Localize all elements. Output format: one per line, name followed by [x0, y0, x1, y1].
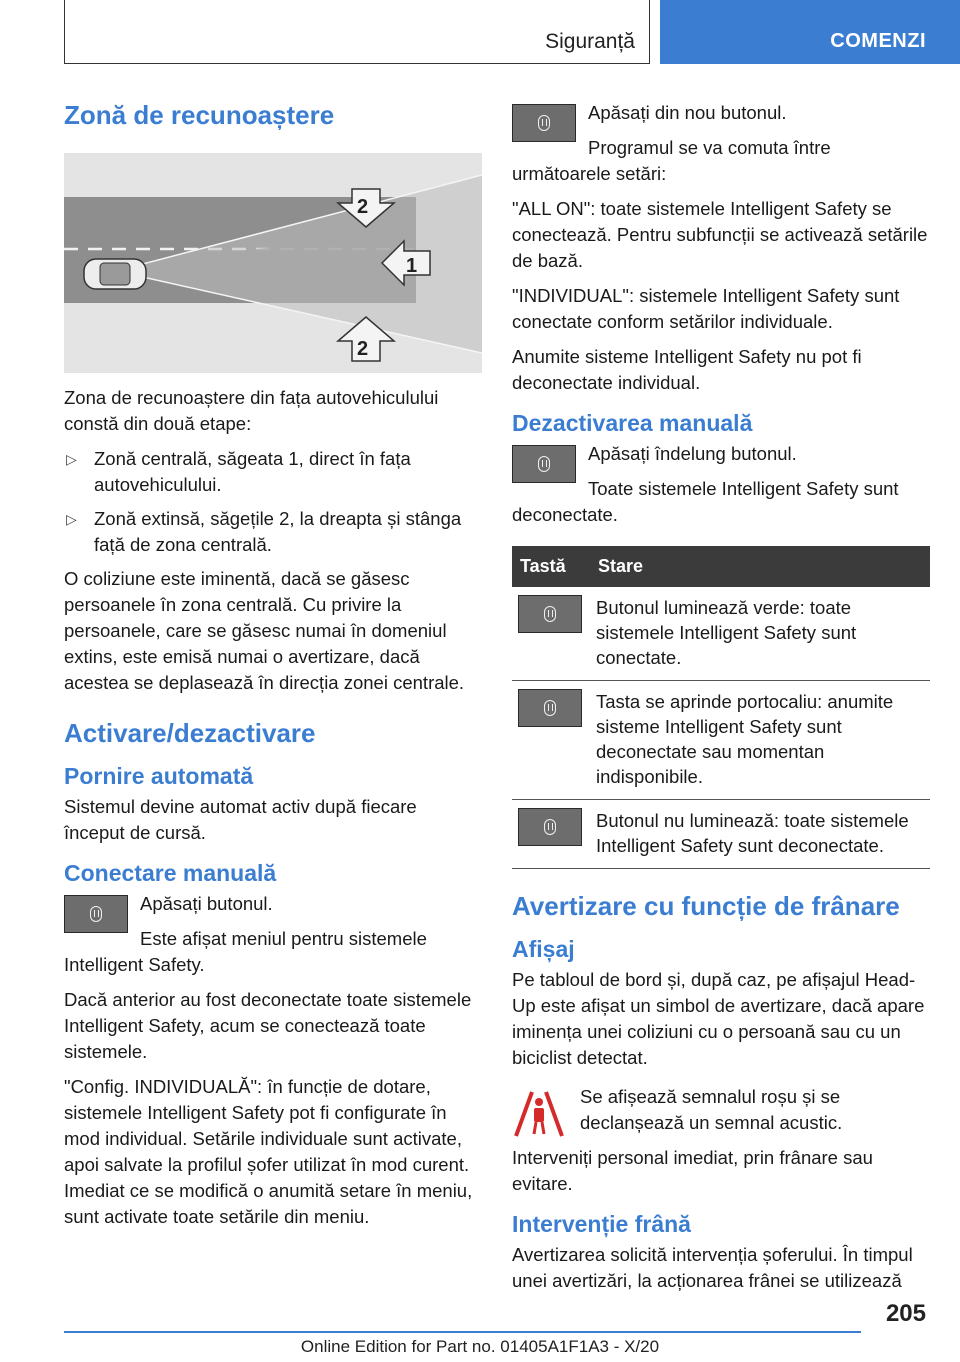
table-row — [512, 800, 930, 869]
state-orange-text: Tasta se aprinde portocaliu: anumite sisteme Intelligent Safety sunt deconectate sau momentan indisponibile. — [590, 681, 930, 800]
button-green-icon — [518, 595, 582, 633]
page-number: 205 — [885, 1300, 926, 1327]
heading-activation: Activare/dezactivare — [64, 718, 316, 748]
zone-bullet-list — [64, 446, 482, 558]
state-off-text: Butonul nu luminează: toate sistemele Intelligent Safety sunt deconectate. — [590, 800, 930, 869]
header-chapter-tab[interactable] — [660, 0, 960, 64]
heading-brake-intervention: Intervenție frână — [512, 1211, 691, 1237]
manual-connect-row — [64, 891, 482, 978]
button-off-icon — [518, 808, 582, 846]
zone-intro-text: Zona de recunoaștere din fața autovehiculului constă din două etape: — [64, 387, 439, 434]
auto-start-text: Sistemul devine automat activ după fiecare început de cursă. — [64, 796, 417, 843]
intelligent-safety-button-icon — [512, 104, 576, 142]
heading-manual-deactivation: Dezactivarea manuală — [512, 410, 753, 436]
all-on-text: "ALL ON": toate sistemele Intelligent Safety se conectează. Pentru subfuncții se activează setările de bază. — [512, 198, 928, 271]
intelligent-safety-button-icon — [512, 445, 576, 483]
display-text: Pe tabloul de bord și, după caz, pe afișajul Head-Up este afișat un simbol de avertizare, dacă apare iminența unei coliziuni cu o persoană sau cu un biciclist detectat. — [512, 969, 925, 1068]
footer-divider — [64, 1331, 861, 1333]
heading-brake-warning: Avertizare cu funcție de frânare — [512, 891, 900, 921]
long-press-text: Apăsați îndelung butonul. — [588, 443, 797, 464]
recognition-zone-diagram — [64, 153, 482, 373]
header-section-title: Siguranță — [545, 30, 635, 53]
table-header-state: Stare — [590, 546, 930, 587]
brake-intervention-text: Avertizarea solicită intervenția șoferului. În timpul unei avertizări, la acționarea frânei se utilizează — [512, 1244, 913, 1291]
triangle-bullet-icon: ▷ — [66, 451, 77, 467]
red-signal-text: Se afișează semnalul roșu și se declanșează un semnal acustic. — [580, 1086, 843, 1133]
heading-manual-connect: Conectare manuală — [64, 860, 277, 886]
right-column — [512, 100, 930, 1303]
collision-text: O coliziune este iminentă, dacă se găsesc persoanele în zona centrală. Cu privire la persoanele, care se găsesc numai în domeniul extins, este emisă numai o avertizare, dacă acestea se deplasează în direcția zonei centrale. — [64, 568, 465, 693]
heading-recognition-zone: Zonă de recunoaștere — [64, 100, 335, 130]
button-orange-icon — [518, 689, 582, 727]
left-column — [64, 100, 482, 1239]
intelligent-safety-button-icon — [64, 895, 128, 933]
button-state-table — [512, 546, 930, 869]
individual-text: "INDIVIDUAL": sistemele Intelligent Safety sunt conectate conform setărilor individuale. — [512, 285, 900, 332]
list-item: ▷ Zonă centrală, săgeata 1, direct în fața autovehiculului. — [66, 448, 411, 495]
svg-text:1: 1 — [406, 255, 418, 277]
red-signal-row — [512, 1080, 930, 1145]
footer-edition: Online Edition for Part no. 01405A1F1A3 - X/20 — [300, 1337, 660, 1356]
list-item: ▷ Zonă extinsă, săgețile 2, la dreapta și stânga față de zona centrală. — [66, 508, 462, 555]
heading-auto-start: Pornire automată — [64, 763, 254, 789]
config-individual-text: "Config. INDIVIDUALĂ": în funcție de dotare, sistemele Intelligent Safety pot fi configurate în mod individual. Setările individuale sunt activate, apoi salvate la profilul șofer utilizat în mod curent. Imediat ce se modifică o anumită setare în meniu, sunt activate toate setările din meniu. — [64, 1076, 473, 1227]
press-again-text: Apăsați din nou butonul. — [588, 102, 787, 123]
menu-shown-text: Este afișat meniul pentru sistemele Intelligent Safety. — [64, 928, 427, 975]
press-again-row — [512, 100, 930, 187]
program-switch-text: Programul se va comuta între următoarele setări: — [512, 137, 831, 184]
intervene-text: Interveniți personal imediat, prin frânare sau evitare. — [512, 1147, 873, 1194]
previously-disconnected-text: Dacă anterior au fost deconectate toate sistemele Intelligent Safety, acum se conectează toate sistemele. — [64, 989, 472, 1062]
table-row — [512, 681, 930, 800]
triangle-bullet-icon: ▷ — [66, 511, 77, 527]
state-green-text: Butonul luminează verde: toate sistemele Intelligent Safety sunt conectate. — [590, 587, 930, 681]
press-button-text: Apăsați butonul. — [140, 893, 273, 914]
heading-display: Afișaj — [512, 936, 575, 962]
table-row — [512, 587, 930, 681]
car-icon — [84, 259, 146, 289]
header-section-box — [64, 0, 650, 64]
some-systems-text: Anumite sisteme Intelligent Safety nu pot fi deconectate individual. — [512, 346, 862, 393]
recognition-zone-figure — [64, 153, 482, 373]
svg-text:2: 2 — [357, 196, 369, 218]
pedestrian-warning-icon — [512, 1084, 566, 1140]
table-header-key: Tastă — [512, 546, 590, 587]
deactivation-row — [512, 441, 930, 528]
header-chapter-label: COMENZI — [830, 30, 926, 52]
all-off-text: Toate sistemele Intelligent Safety sunt deconectate. — [512, 478, 899, 525]
svg-text:2: 2 — [357, 338, 369, 360]
